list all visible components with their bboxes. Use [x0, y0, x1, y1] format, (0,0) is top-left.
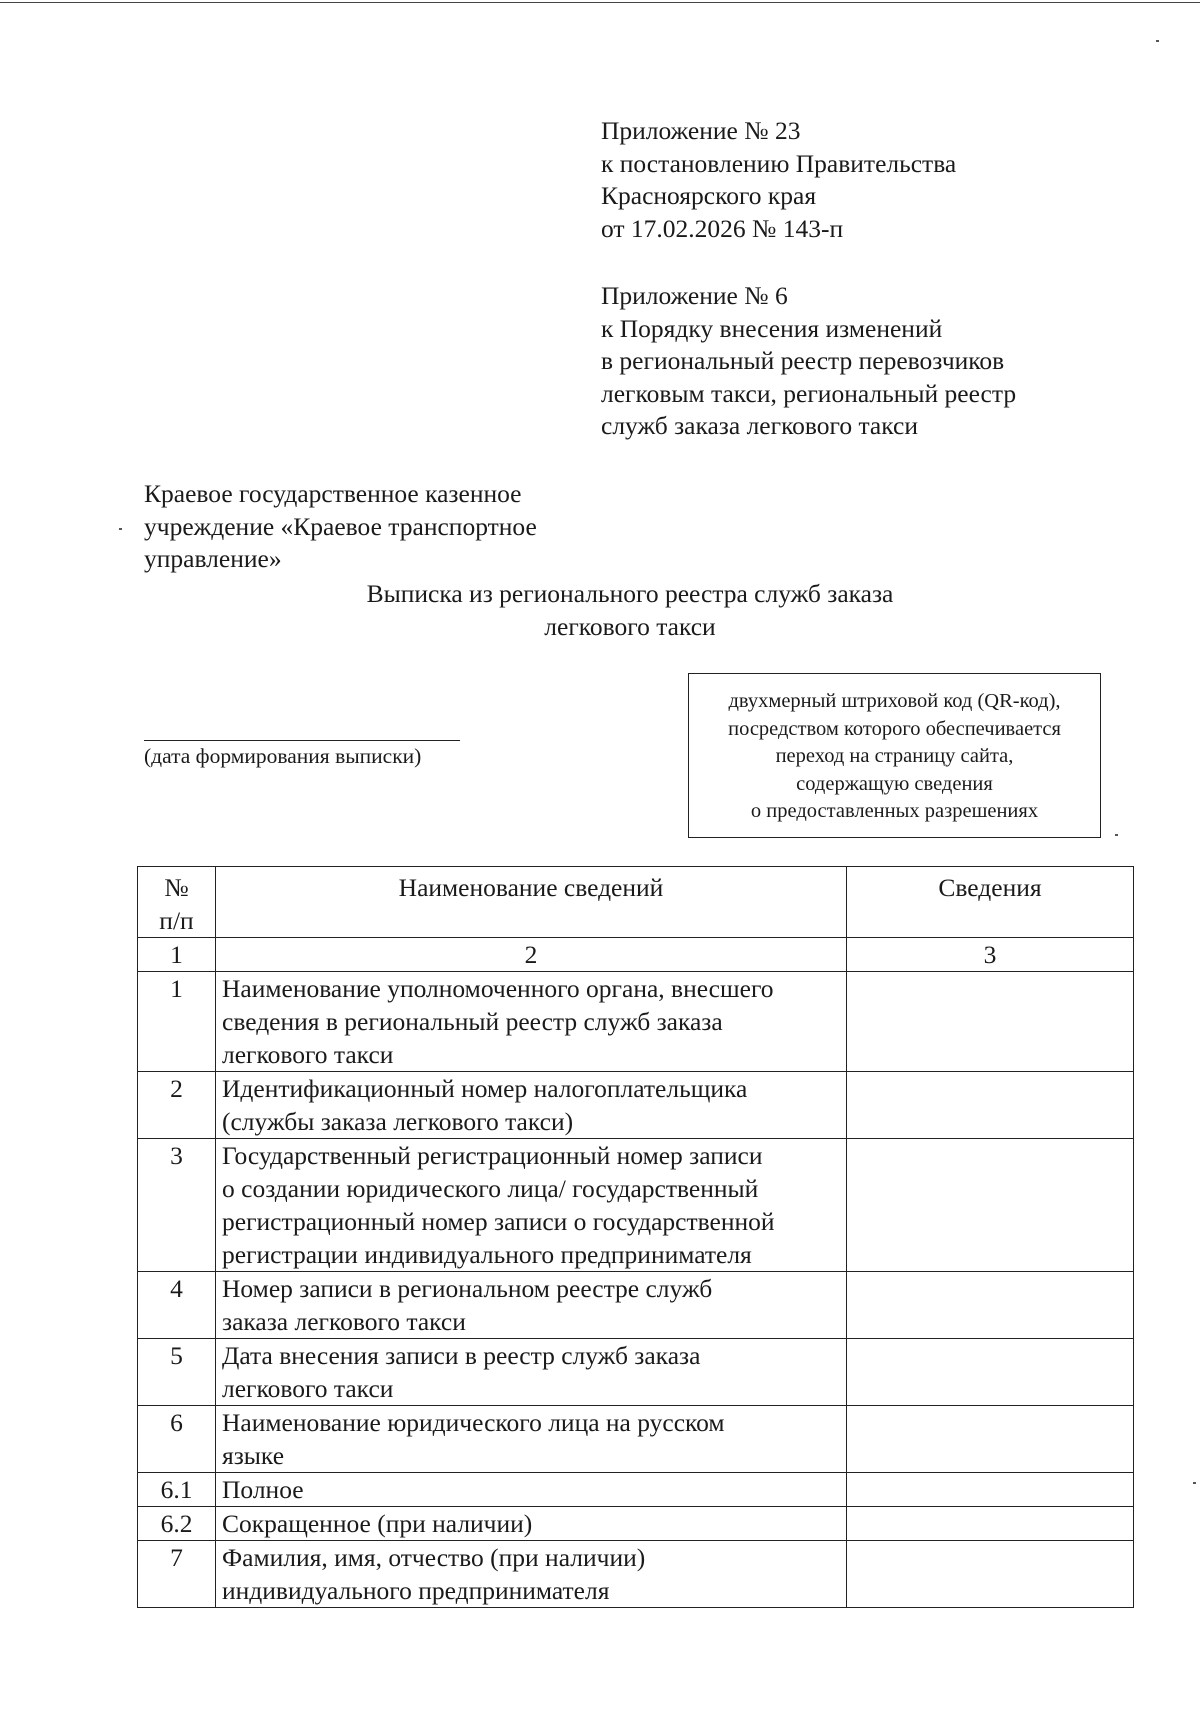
row-value[interactable] — [847, 1139, 1134, 1272]
qr-box-line-2: посредством которого обеспечивается — [728, 717, 1061, 740]
row-name-line: Государственный регистрационный номер записи — [222, 1141, 763, 1170]
row-name-line: о создании юридического лица/ государственный — [222, 1174, 759, 1203]
appendix-23-line-1: Приложение № 23 — [601, 116, 801, 145]
table-row — [138, 1473, 1134, 1507]
date-caption: (дата формирования выписки) — [144, 744, 422, 768]
row-name — [216, 1541, 847, 1608]
appendix-23-line-4: от 17.02.2026 № 143-п — [601, 213, 844, 243]
row-name — [216, 972, 847, 1072]
row-name-line: Идентификационный номер налогоплательщика — [222, 1074, 748, 1103]
row-number: 3 — [138, 1139, 216, 1272]
row-name — [216, 1473, 847, 1507]
column-index-1: 1 — [138, 938, 216, 972]
appendix-23-header — [601, 115, 956, 245]
row-name-line: регистрации индивидуального предпринимателя — [222, 1240, 752, 1269]
scan-speck — [1115, 834, 1118, 836]
row-name-line: сведения в региональный реестр служб заказа — [222, 1007, 723, 1036]
appendix-6-line-4: легковым такси, региональный реестр — [601, 378, 1017, 408]
qr-box-line-3: переход на страницу сайта, — [775, 745, 1014, 767]
table-row — [138, 1339, 1134, 1406]
row-number: 2 — [138, 1072, 216, 1139]
row-number: 1 — [138, 972, 216, 1072]
row-name — [216, 1406, 847, 1473]
row-name-line: Наименование уполномоченного органа, внесшего — [222, 974, 774, 1003]
header-number-line-1: № — [164, 873, 189, 902]
row-name — [216, 1507, 847, 1541]
row-name-line: легкового такси — [222, 1040, 394, 1069]
appendix-6-line-2: к Порядку внесения изменений — [601, 313, 943, 343]
appendix-6-header — [601, 280, 1016, 443]
column-index-2: 2 — [216, 938, 847, 972]
scan-speck — [119, 528, 122, 530]
qr-box-line-4: содержащую сведения — [796, 772, 993, 795]
header-name: Наименование сведений — [216, 867, 847, 938]
column-index-3: 3 — [847, 938, 1134, 972]
organization-line-2: учреждение «Краевое транспортное — [144, 511, 537, 541]
table-row — [138, 1072, 1134, 1139]
row-number: 6.1 — [138, 1473, 216, 1507]
table-row — [138, 1406, 1134, 1473]
row-name-line: индивидуального предпринимателя — [222, 1576, 610, 1605]
organization-line-3: управление» — [144, 544, 282, 573]
row-number: 6 — [138, 1406, 216, 1473]
qr-code-placeholder — [688, 673, 1101, 838]
row-name-line: Наименование юридического лица на русском — [222, 1408, 725, 1437]
table-row — [138, 1541, 1134, 1608]
date-signature-line — [144, 740, 460, 741]
row-value[interactable] — [847, 1473, 1134, 1507]
row-value[interactable] — [847, 1507, 1134, 1541]
row-name — [216, 1272, 847, 1339]
appendix-6-line-5: служб заказа легкового такси — [601, 411, 918, 440]
row-value[interactable] — [847, 1072, 1134, 1139]
row-number: 4 — [138, 1272, 216, 1339]
qr-box-line-5: о предоставленных разрешениях — [750, 800, 1039, 822]
appendix-6-line-1: Приложение № 6 — [601, 281, 788, 310]
row-name-line: Номер записи в региональном реестре служб — [222, 1274, 713, 1303]
row-name-line: заказа легкового такси — [222, 1307, 466, 1336]
scan-speck — [1193, 1482, 1196, 1484]
row-name-line: Дата внесения записи в реестр служб заказа — [222, 1341, 701, 1370]
row-value[interactable] — [847, 1541, 1134, 1608]
appendix-23-line-2: к постановлению Правительства — [601, 148, 957, 178]
row-name-line: Фамилия, имя, отчество (при наличии) — [222, 1543, 646, 1572]
row-number: 6.2 — [138, 1507, 216, 1541]
organization-line-1: Краевое государственное казенное — [144, 479, 522, 508]
document-title-line-2: легкового такси — [544, 611, 716, 641]
qr-box-line-1: двухмерный штриховой код (QR-код), — [728, 690, 1061, 712]
organization-name — [144, 478, 537, 576]
row-name — [216, 1139, 847, 1272]
row-name-line: Сокращенное (при наличии) — [222, 1509, 533, 1538]
row-name-line: (службы заказа легкового такси) — [222, 1107, 574, 1136]
row-number: 5 — [138, 1339, 216, 1406]
row-name-line: языке — [222, 1441, 285, 1470]
document-title — [230, 578, 1030, 643]
table-row — [138, 1139, 1134, 1272]
row-value[interactable] — [847, 1272, 1134, 1339]
header-number-line-2: п/п — [159, 906, 194, 935]
row-name — [216, 1339, 847, 1406]
row-value[interactable] — [847, 1339, 1134, 1406]
header-value: Сведения — [847, 867, 1134, 938]
top-edge-rule — [0, 2, 1200, 3]
table-row — [138, 972, 1134, 1072]
row-value[interactable] — [847, 972, 1134, 1072]
row-name-line: Полное — [222, 1475, 304, 1504]
registry-extract-table — [137, 866, 1134, 1608]
column-index-row — [138, 938, 1134, 972]
scan-speck — [1156, 40, 1159, 42]
row-name-line: легкового такси — [222, 1374, 394, 1403]
row-number: 7 — [138, 1541, 216, 1608]
appendix-23-line-3: Красноярского края — [601, 181, 817, 210]
appendix-6-line-3: в региональный реестр перевозчиков — [601, 346, 1005, 375]
table-row — [138, 1272, 1134, 1339]
table-header-row — [138, 867, 1134, 938]
row-value[interactable] — [847, 1406, 1134, 1473]
document-title-line-1: Выписка из регионального реестра служб заказа — [366, 579, 894, 608]
header-number — [138, 867, 216, 938]
table-row — [138, 1507, 1134, 1541]
row-name — [216, 1072, 847, 1139]
row-name-line: регистрационный номер записи о государственной — [222, 1207, 775, 1236]
